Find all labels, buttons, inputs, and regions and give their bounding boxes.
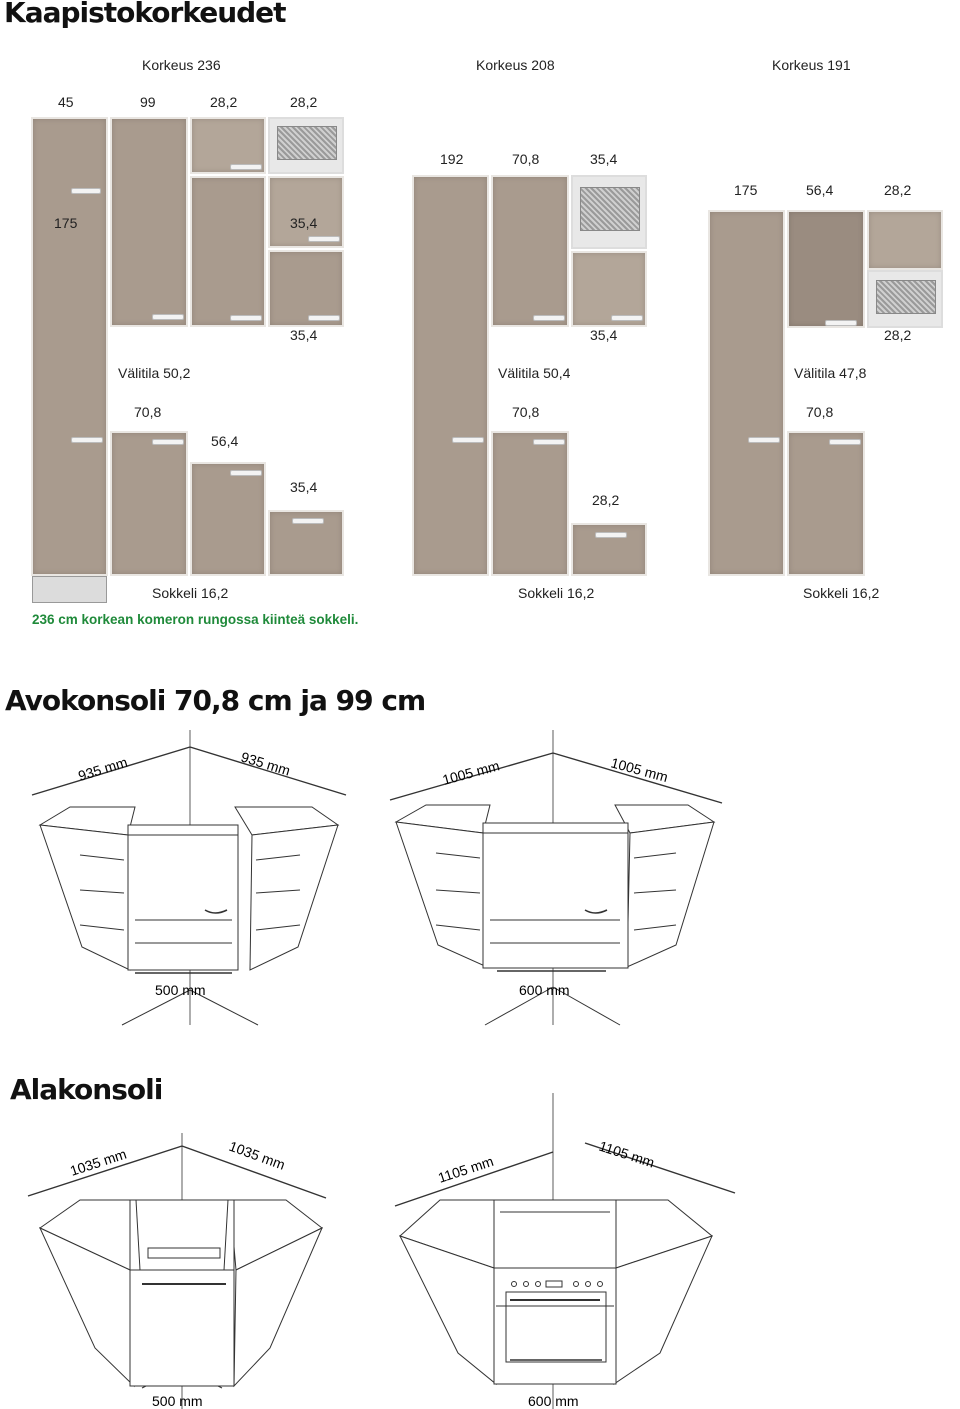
- base-cabinet: [110, 431, 188, 576]
- dim-label: 1105 mm: [435, 1152, 496, 1186]
- dim-label: 28,2: [592, 492, 620, 508]
- handle: [829, 439, 861, 445]
- gap-label: Välitila 50,4: [498, 365, 571, 381]
- dim-label: 35,4: [290, 215, 318, 231]
- height-236-label: Korkeus 236: [142, 57, 221, 73]
- plinth-label: Sokkeli 16,2: [803, 585, 880, 601]
- handle: [748, 437, 780, 443]
- avokonsoli-diagram: [0, 725, 960, 1045]
- dim-label: 35,4: [290, 479, 318, 495]
- dim-label: 500 mm: [152, 1393, 203, 1409]
- handle: [230, 470, 262, 476]
- handle: [611, 315, 643, 321]
- handle: [71, 188, 101, 194]
- heights-title: Kaapistokorkeudet: [4, 0, 286, 29]
- dim-label: 175: [734, 182, 758, 198]
- dim-label: 1005 mm: [440, 757, 502, 788]
- dim-label: 45: [58, 94, 74, 110]
- plinth-label: Sokkeli 16,2: [152, 585, 229, 601]
- upper-cabinet-small: [867, 210, 943, 270]
- dim-label: 70,8: [806, 404, 834, 420]
- microwave-unit: [867, 270, 943, 328]
- handle: [230, 315, 262, 321]
- dim-label: 935 mm: [239, 748, 293, 779]
- avokonsoli-title: Avokonsoli 70,8 cm ja 99 cm: [5, 684, 426, 717]
- handle: [595, 532, 627, 538]
- dim-label: 99: [140, 94, 156, 110]
- upper-cabinet: [571, 251, 647, 327]
- dim-label: 175: [54, 215, 78, 231]
- dim-label: 600 mm: [528, 1393, 579, 1409]
- handle: [825, 320, 857, 326]
- tall-cabinet: [31, 117, 108, 576]
- dim-label: 35,4: [590, 151, 618, 167]
- handle: [533, 315, 565, 321]
- dim-label: 28,2: [884, 182, 912, 198]
- tall-cabinet: [412, 175, 489, 576]
- dim-label: 35,4: [590, 327, 618, 343]
- dim-label: 192: [440, 151, 464, 167]
- height-208-label: Korkeus 208: [476, 57, 555, 73]
- microwave-unit: [571, 175, 647, 249]
- alakonsoli-diagram: [0, 1088, 960, 1409]
- dim-label: 935 mm: [76, 753, 130, 784]
- dim-label: 70,8: [512, 404, 540, 420]
- drawer-cabinet: [571, 523, 647, 576]
- handle: [292, 518, 324, 524]
- fixed-plinth: [32, 576, 107, 603]
- base-cabinet: [190, 462, 266, 576]
- handle: [308, 315, 340, 321]
- upper-cabinet: [268, 176, 344, 248]
- dim-label: 56,4: [211, 433, 239, 449]
- upper-cabinet: [268, 250, 344, 327]
- alakonsoli-title: Alakonsoli: [10, 1073, 163, 1106]
- dim-label: 35,4: [290, 327, 318, 343]
- handle: [152, 314, 184, 320]
- gap-label: Välitila 47,8: [794, 365, 867, 381]
- dim-label: 28,2: [290, 94, 318, 110]
- dim-label: 600 mm: [519, 982, 570, 998]
- upper-cabinet: [787, 210, 865, 328]
- handle: [308, 236, 340, 242]
- upper-cabinet: [491, 175, 569, 327]
- handle: [71, 437, 103, 443]
- height-191-label: Korkeus 191: [772, 57, 851, 73]
- dim-label: 28,2: [210, 94, 238, 110]
- dim-label: 28,2: [884, 327, 912, 343]
- dim-label: 56,4: [806, 182, 834, 198]
- dim-label: 1035 mm: [67, 1145, 129, 1179]
- handle: [230, 164, 262, 170]
- gap-label: Välitila 50,2: [118, 365, 191, 381]
- base-cabinet: [491, 431, 569, 576]
- dim-label: 500 mm: [155, 982, 206, 998]
- dim-label: 1005 mm: [609, 754, 670, 786]
- dim-label: 1035 mm: [226, 1137, 288, 1173]
- upper-cabinet: [190, 176, 266, 327]
- dim-label: 70,8: [512, 151, 540, 167]
- drawer-cabinet: [268, 510, 344, 576]
- plinth-note: 236 cm korkean komeron rungossa kiinteä sokkeli.: [32, 612, 359, 627]
- plinth-label: Sokkeli 16,2: [518, 585, 595, 601]
- microwave-unit: [268, 117, 344, 174]
- handle: [152, 439, 184, 445]
- handle: [452, 437, 484, 443]
- upper-cabinet: [110, 117, 188, 327]
- tall-cabinet: [708, 210, 785, 576]
- base-cabinet: [787, 431, 865, 576]
- dim-label: 70,8: [134, 404, 162, 420]
- upper-cabinet-small: [190, 117, 266, 174]
- dim-label: 1105 mm: [597, 1137, 657, 1171]
- handle: [533, 439, 565, 445]
